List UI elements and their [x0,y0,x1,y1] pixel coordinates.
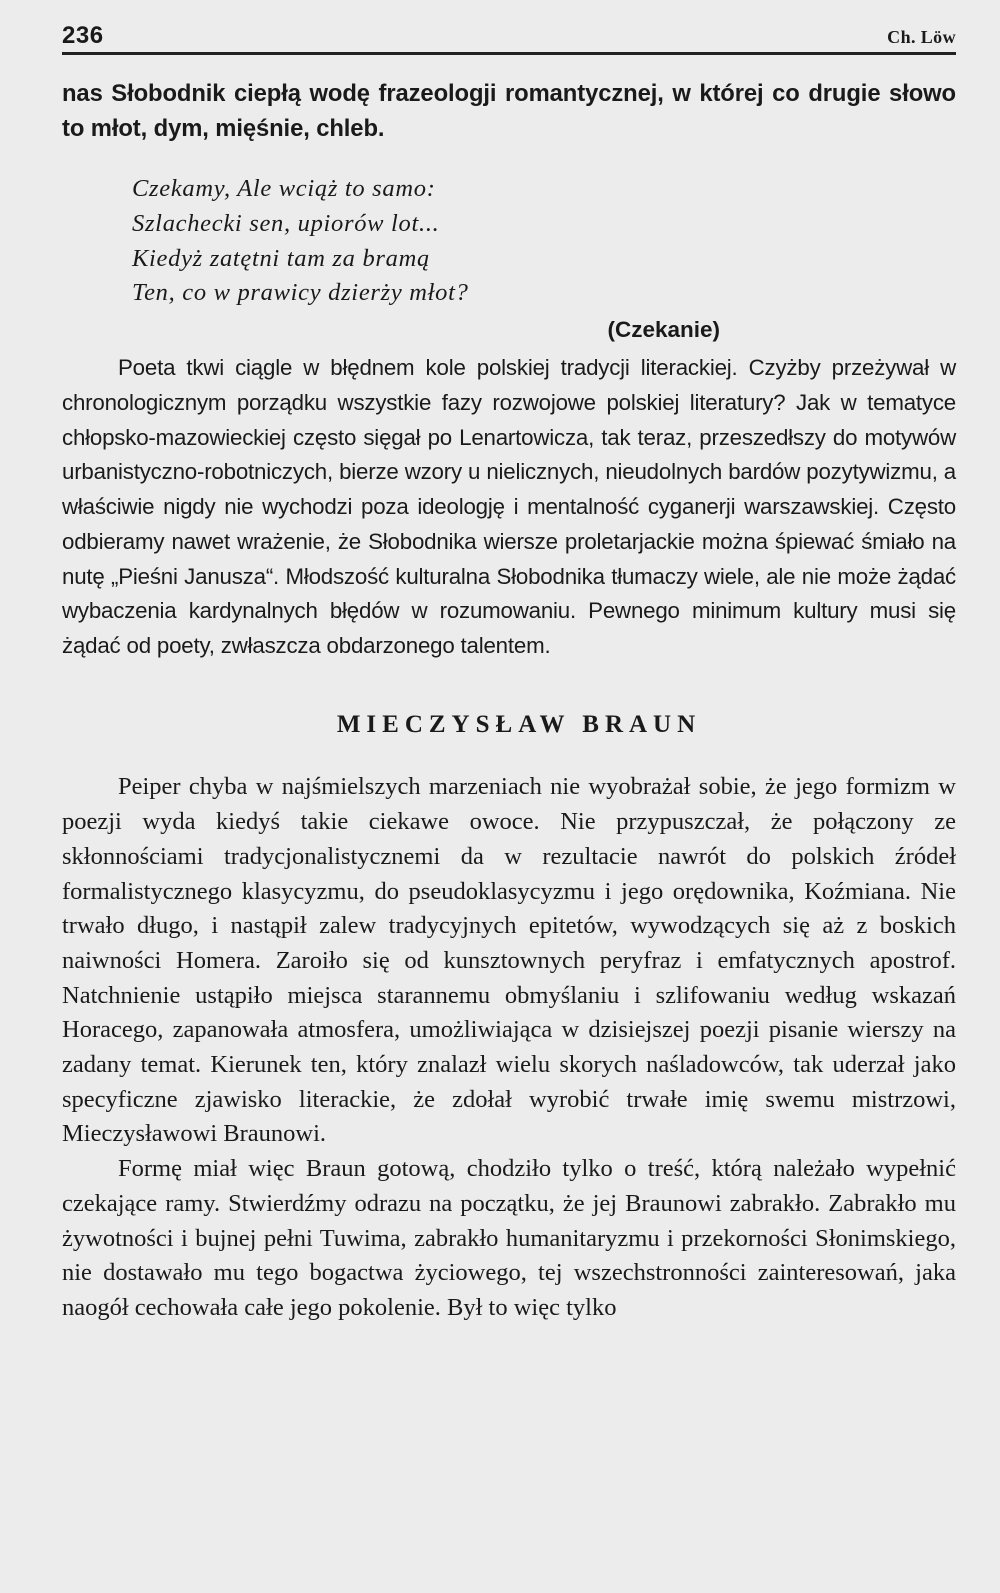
page-body [62,77,956,1326]
poem-line: Ten, co w prawicy dzierży młot? [132,279,469,307]
poem-quote [132,172,956,310]
paragraph: Poeta tkwi ciągle w błędnem kole polskiej tradycji literackiej. Czyżby przeżywał w chronologicznym porządku wszystkie fazy rozwojowe polskiej literatury? Jak w tematyce chłopsko-mazowieckiej często sięgał po Lenartowicza, tak teraz, przeszedłszy do motywów urbanistyczno-robotniczych, bierze wzory u nielicznych, nieudolnych bardów pozytywizmu, a właściwie nigdy nie wychodzi poza ideologję i mentalność cyganerji warszawskiej. Często odbieramy nawet wrażenie, że Słobodnika wiersze proletarjackie można śpiewać śmiało na nutę „Pieśni Janusza“. Młodszość kulturalna Słobodnika tłumaczy wiele, ale nie może żądać wybaczenia kardynalnych błędów w rozumowaniu. Pewnego minimum kultury musi się żądać od poety, zwłaszcza obdarzonego talentem. [62,355,956,658]
running-header [62,18,956,55]
paragraph: Peiper chyba w najśmielszych marzeniach nie wyobrażał sobie, że jego formizm w poezji wyda kiedyś takie ciekawe owoce. Nie przypuszczał, że połączony ze skłonnościami tradycjonalistycznemi da w rezultacie nawrót do polskich źródeł formalistycznego klasycyzmu, do pseudoklasycyzmu i jego orędownika, Koźmiana. Nie trwało długo, i nastąpił zalew tradycyjnych epitetów, wywodzących się aż z boskich naiwności Homera. Zaroiło się od kunsztownych peryfraz i emfatycznych apostrof. Natchnienie ustąpiło miejsca starannemu obmyślaniu i szlifowaniu według wskazań Horacego, zapanowała atmosfera, umożliwiająca w dzisiejszej poezji pisanie wierszy na zadany temat. Kierunek ten, który znalazł wielu skorych naśladowców, tak uderzał jako specyficzne zjawisko literackie, że zdołał wyrobić trwałe imię swemu mistrzowi, Mieczysławowi Braunowi. [62,773,956,1148]
poem-source: (Czekanie) [607,316,720,342]
paragraph: Formę miał więc Braun gotową, chodziło tylko o treść, którą należało wypełnić czekające ramy. Stwierdźmy odrazu na początku, że jej Braunowi zabrakło. Zabrakło mu żywotności i bujnej pełni Tuwima, zabrakło humanitaryzmu i przekorności Słonimskiego, nie dostawało mu tego bogactwa życiowego, tej wszechstronności zainteresowań, jaka naogół cechowała całe jego pokolenie. Był to więc tylko [62,1155,956,1321]
poem-line: Kiedyż zatętni tam za bramą [132,244,430,272]
page-number: 236 [62,22,104,49]
running-title: Ch. Löw [887,27,956,47]
section-title: MIECZYSŁAW BRAUN [336,710,702,738]
top-paragraph: nas Słobodnik ciepłą wodę frazeologji romantycznej, w której co drugie słowo to młot, dym, mięśnie, chleb. [62,80,956,142]
poem-line: Szlachecki sen, upiorów lot... [132,210,440,237]
poem-line: Czekamy, Ale wciąż to samo: [132,175,436,203]
